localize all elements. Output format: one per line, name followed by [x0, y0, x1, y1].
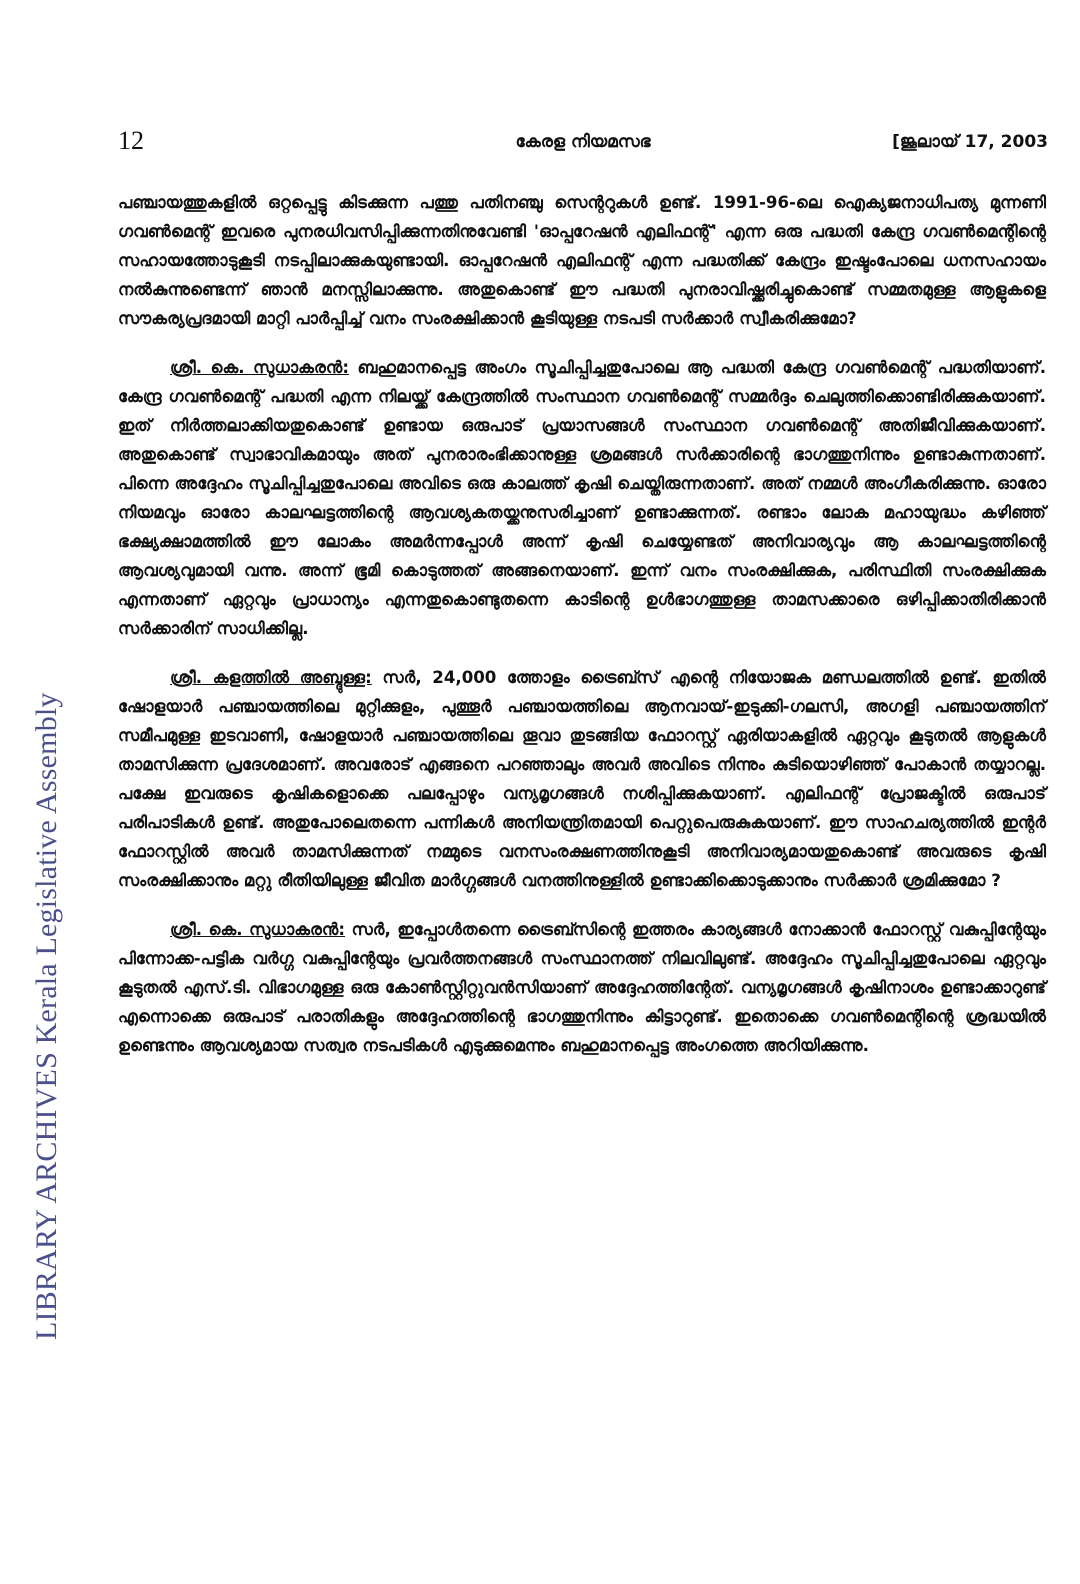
- archive-watermark: LIBRARY ARCHIVES Kerala Legislative Assembly: [30, 692, 63, 1340]
- page-header: [118, 126, 1048, 166]
- page-number: 12: [118, 126, 144, 155]
- paragraph-text: പഞ്ചായത്തുകളിൽ ഒറ്റപ്പെട്ടു കിടക്കുന്ന പത്തു പതിനഞ്ചു സെന്ററുകൾ ഉണ്ട്. 1991-96-ലെ ഐക്യജനാധിപത്യ മുന്നണി ഗവൺമെന്റ് ഇവരെ പുനരധിവസിപ്പിക്കുന്നതിനുവേണ്ടി 'ഓപ്പറേഷൻ എലിഫന്റ്' എന്ന ഒരു പദ്ധതി കേന്ദ്ര ഗവൺമെന്റിന്റെ സഹായത്തോടുകൂടി നടപ്പിലാക്കുകയുണ്ടായി. ഓപ്പറേഷൻ എലിഫന്റ് എന്ന പദ്ധതിക്ക് കേന്ദ്രം ഇഷ്ടംപോലെ ധനസഹായം നൽകുന്നുണ്ടെന്ന് ഞാൻ മനസ്സിലാക്കുന്നു. അതുകൊണ്ട് ഈ പദ്ധതി പുനരാവിഷ്ക്കരിച്ചുകൊണ്ട് സമ്മതമുള്ള ആളുകളെ സൗകര്യപ്രദമായി മാറ്റി പാർപ്പിച്ച് വനം സംരക്ഷിക്കാൻ കൂടിയുള്ള നടപടി സർക്കാർ സ്വീകരിക്കുമോ?: [118, 193, 1046, 328]
- paragraph-answer: [118, 915, 1046, 1060]
- speaker-name: ശ്രീ. കെ. സുധാകരൻ:: [170, 920, 346, 939]
- paragraph-text: സർ, 24,000 ത്തോളം ട്രൈബ്സ് എന്റെ നിയോജക മണ്ഡലത്തിൽ ഉണ്ട്. ഇതിൽ ഷോളയാർ പഞ്ചായത്തിലെ മുറ്റിക്കുളം, പുത്തൂർ പഞ്ചായത്തിലെ ആനവായ്-ഇടുക്കി-ഗലസി, അഗളി പഞ്ചായത്തിന് സമീപമുള്ള ഇടവാണി, ഷോളയാർ പഞ്ചായത്തിലെ തൂവാ തുടങ്ങിയ ഫോറസ്റ്റ് ഏരിയാകളിൽ ഏറ്റവും കൂടുതൽ ആളുകൾ താമസിക്കുന്ന പ്രദേശമാണ്. അവരോട് എങ്ങനെ പറഞ്ഞാലും അവർ അവിടെ നിന്നും കുടിയൊഴിഞ്ഞ് പോകാൻ തയ്യാറല്ല. പക്ഷേ ഇവരുടെ കൃഷികളൊക്കെ പലപ്പോഴും വന്യമൃഗങ്ങൾ നശിപ്പിക്കുകയാണ്. എലിഫന്റ് പ്രോജക്ടിൽ ഒരുപാട് പരിപാടികൾ ഉണ്ട്. അതുപോലെതന്നെ പന്നികൾ അനിയന്ത്രിതമായി പെറ്റുപെരുകുകയാണ്. ഈ സാഹചര്യത്തിൽ ഇന്റർ ഫോറസ്റ്റിൽ അവർ താമസിക്കുന്നത് നമ്മുടെ വനസംരക്ഷണത്തിനുകൂടി അനിവാര്യമായതുകൊണ്ട് അവരുടെ കൃഷി സംരക്ഷിക്കാനും മറ്റു രീതിയിലുള്ള ജീവിത മാർഗ്ഗങ്ങൾ വനത്തിനുള്ളിൽ ഉണ്ടാക്കിക്കൊടുക്കാനും സർക്കാർ ശ്രമിക്കുമോ ?: [118, 668, 1046, 890]
- paragraph-text: ബഹുമാനപ്പെട്ട അംഗം സൂചിപ്പിച്ചതുപോലെ ആ പദ്ധതി കേന്ദ്ര ഗവൺമെന്റ് പദ്ധതിയാണ്. കേന്ദ്ര ഗവൺമെന്റ് പദ്ധതി എന്ന നിലയ്ക്ക് കേന്ദ്രത്തിൽ സംസ്ഥാന ഗവൺമെന്റ് സമ്മർദ്ദം ചെലുത്തിക്കൊണ്ടിരിക്കുകയാണ്. ഇത് നിർത്തലാക്കിയതുകൊണ്ട് ഉണ്ടായ ഒരുപാട് പ്രയാസങ്ങൾ സംസ്ഥാന ഗവൺമെന്റ് അതിജീവിക്കുകയാണ്. അതുകൊണ്ട് സ്വാഭാവികമായും അത് പുനരാരംഭിക്കാനുള്ള ശ്രമങ്ങൾ സർക്കാരിന്റെ ഭാഗത്തുനിന്നും ഉണ്ടാകുന്നതാണ്. പിന്നെ അദ്ദേഹം സൂചിപ്പിച്ചതുപോലെ അവിടെ ഒരു കാലത്ത് കൃഷി ചെയ്തിരുന്നതാണ്. അത് നമ്മൾ അംഗീകരിക്കുന്നു. ഓരോ നിയമവും ഓരോ കാലഘട്ടത്തിന്റെ ആവശ്യകതയ്ക്കനുസരിച്ചാണ് ഉണ്ടാക്കുന്നത്. രണ്ടാം ലോക മഹായുദ്ധം കഴിഞ്ഞ് ഭക്ഷ്യക്ഷാമത്തിൽ ഈ ലോകം അമർന്നപ്പോൾ അന്ന് കൃഷി ചെയ്യേണ്ടത് അനിവാര്യവും ആ കാലഘട്ടത്തിന്റെ ആവശ്യവുമായി വന്നു. അന്ന് ഭൂമി കൊടുത്തത് അങ്ങനെയാണ്. ഇന്ന് വനം സംരക്ഷിക്കുക, പരിസ്ഥിതി സംരക്ഷിക്കുക എന്നതാണ് ഏറ്റവും പ്രാധാന്യം എന്നതുകൊണ്ടുതന്നെ കാടിന്റെ ഉൾഭാഗത്തുള്ള താമസക്കാരെ ഒഴിപ്പിക്കാതിരിക്കാൻ സർക്കാരിന് സാധിക്കില്ല.: [118, 358, 1047, 638]
- paragraph-question: [118, 188, 1046, 333]
- running-title: കേരള നിയമസഭ: [515, 132, 651, 152]
- page-body: [118, 188, 1046, 1080]
- speaker-name: ശ്രീ. കളത്തിൽ അബ്ദുള്ള:: [170, 668, 372, 687]
- speaker-name: ശ്രീ. കെ. സുധാകരൻ:: [170, 358, 349, 377]
- paragraph-answer: [118, 353, 1046, 643]
- running-date: [ജൂലായ് 17, 2003: [892, 132, 1048, 152]
- paragraph-question: [118, 663, 1046, 895]
- paragraph-text: സർ, ഇപ്പോൾതന്നെ ട്രൈബ്സിന്റെ ഇത്തരം കാര്യങ്ങൾ നോക്കാൻ ഫോറസ്റ്റ് വകുപ്പിന്റേയും പിന്നോക്ക-പട്ടിക വർഗ്ഗ വകുപ്പിന്റേയും പ്രവർത്തനങ്ങൾ സംസ്ഥാനത്ത് നിലവിലുണ്ട്. അദ്ദേഹം സൂചിപ്പിച്ചതുപോലെ ഏറ്റവും കൂടുതൽ എസ്.ടി. വിഭാഗമുള്ള ഒരു കോൺസ്റ്റിറ്റുവൻസിയാണ് അദ്ദേഹത്തിന്റേത്. വന്യമൃഗങ്ങൾ കൃഷിനാശം ഉണ്ടാക്കാറുണ്ട് എന്നൊക്കെ ഒരുപാട് പരാതികളും അദ്ദേഹത്തിന്റെ ഭാഗത്തുനിന്നും കിട്ടാറുണ്ട്. ഇതൊക്കെ ഗവൺമെന്റിന്റെ ശ്രദ്ധയിൽ ഉണ്ടെന്നും ആവശ്യമായ സത്വര നടപടികൾ എടുക്കുമെന്നും ബഹുമാനപ്പെട്ട അംഗത്തെ അറിയിക്കുന്നു.: [118, 920, 1046, 1055]
